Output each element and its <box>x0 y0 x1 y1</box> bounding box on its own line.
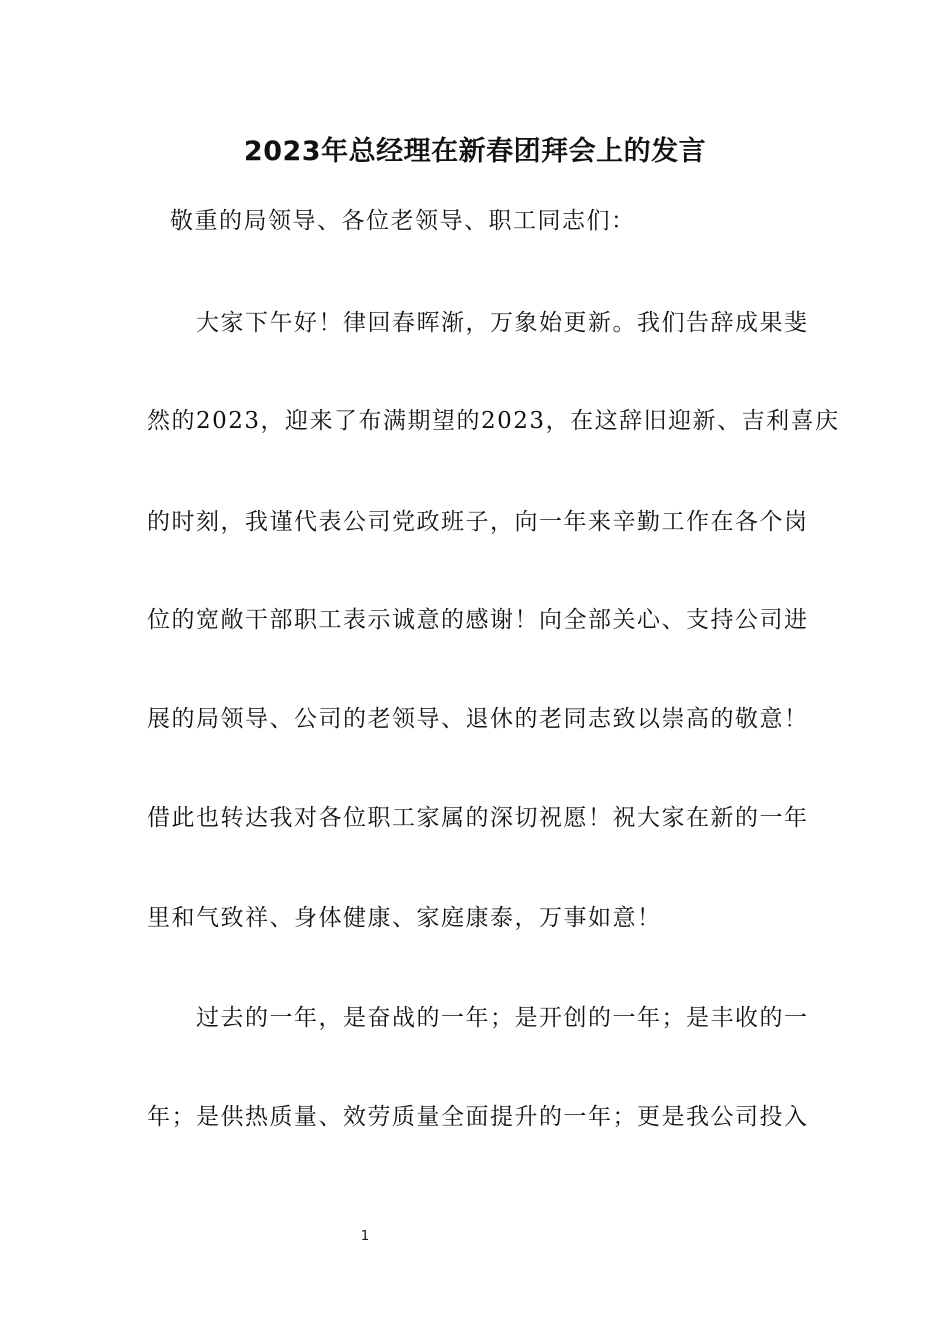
salutation: 敬重的局领导、各位老领导、职工同志们： <box>170 208 636 234</box>
paragraph-line: 然的2023，迎来了布满期望的2023，在这辞旧迎新、吉利喜庆 <box>147 408 840 434</box>
paragraph-line: 过去的一年，是奋战的一年；是开创的一年；是丰收的一 <box>196 1005 809 1031</box>
paragraph-line: 里和气致祥、身体健康、家庭康泰，万事如意！ <box>147 905 662 931</box>
paragraph-line: 借此也转达我对各位职工家属的深切祝愿！祝大家在新的一年 <box>147 805 809 831</box>
paragraph-line: 展的局领导、公司的老领导、退休的老同志致以崇高的敬意！ <box>147 706 809 732</box>
paragraph-line: 位的宽敞干部职工表示诚意的感谢！向全部关心、支持公司进 <box>147 607 809 633</box>
paragraph-line: 年；是供热质量、效劳质量全面提升的一年；更是我公司投入 <box>147 1104 809 1130</box>
paragraph-line: 大家下午好！律回春晖渐，万象始更新。我们告辞成果斐 <box>196 310 809 336</box>
page-number: 1 <box>360 1229 370 1244</box>
document-title: 2023年总经理在新春团拜会上的发言 <box>243 136 707 167</box>
paragraph-line: 的时刻，我谨代表公司党政班子，向一年来辛勤工作在各个岗 <box>147 509 809 535</box>
